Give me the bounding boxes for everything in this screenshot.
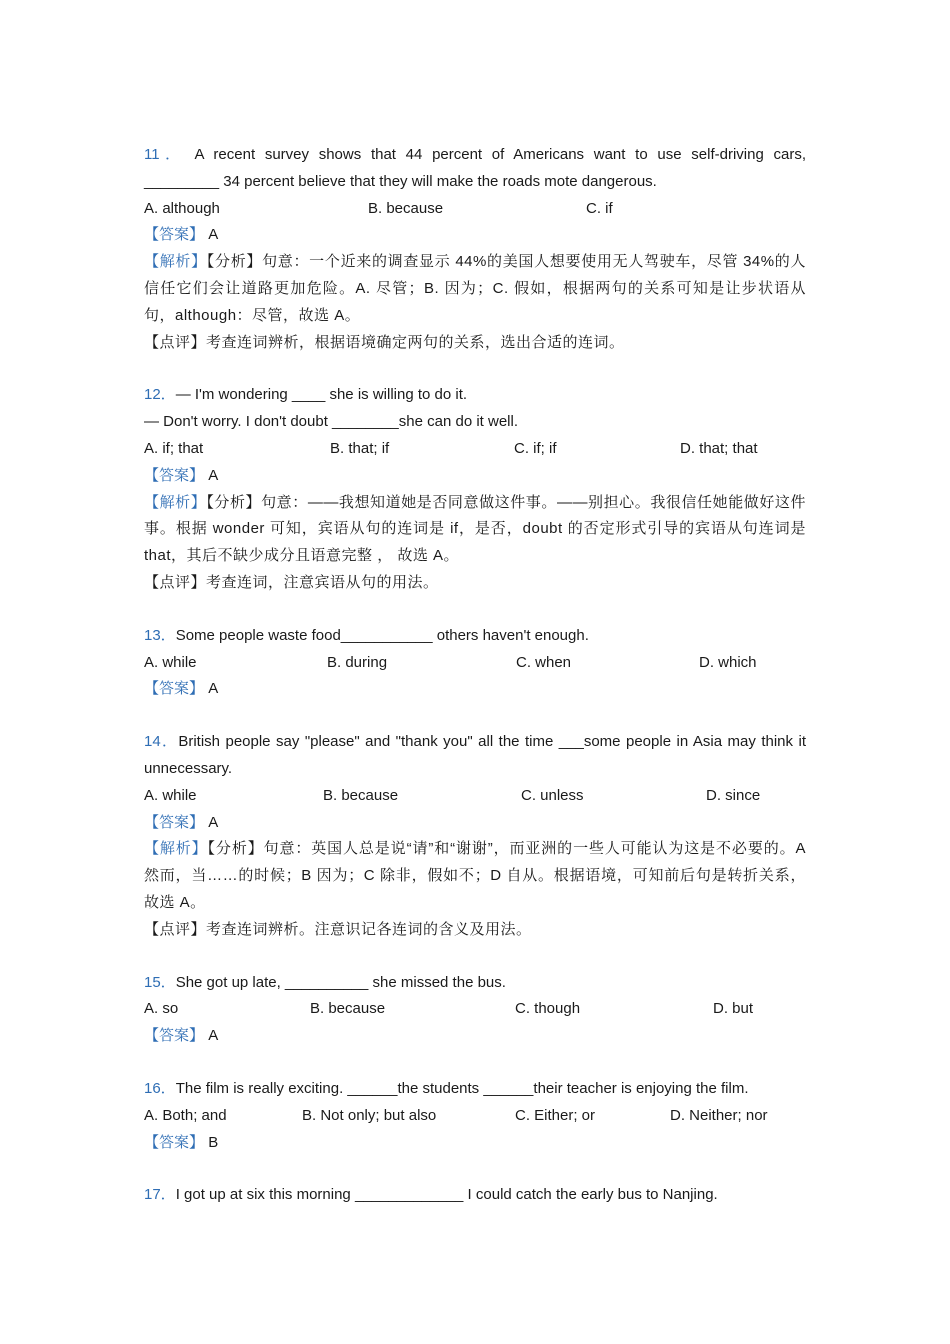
- answer-value: B: [208, 1133, 219, 1151]
- analysis-label: 【解析】: [144, 253, 207, 271]
- options-row: [144, 650, 806, 677]
- comment: 【点评】考查连词辨析。注意识记各连词的含义及用法。: [144, 920, 532, 938]
- analysis: 【解析】【分析】句意：——我想知道她是否同意做这件事。——别担心。我很信任她能做好这件事。根据 wonder 可知，宾语从句的连词是 if，是否，doubt 的否定形式引导的宾语从句连词是 that，其后不缺少成分且语意完整 ， 故选 A。: [144, 493, 806, 565]
- question-stem: 15．She got up late, __________ she missed the bus.: [144, 973, 506, 991]
- question-number: 16．: [144, 1079, 176, 1097]
- answer-value: A: [208, 813, 219, 831]
- question-stem-continued: — Don't worry. I don't doubt ________she can do it well.: [144, 413, 519, 431]
- question-16: [144, 1076, 806, 1156]
- answer-line: [144, 463, 806, 490]
- question-stem: 14．British people say "please" and "thank you" all the time ___some people in Asia may think it: [144, 733, 806, 751]
- option-d: D. which: [699, 653, 757, 671]
- option-b: B. during: [327, 653, 388, 671]
- answer-line: [144, 1130, 806, 1157]
- analysis: 【解析】【分析】句意：英国人总是说“请”和“谢谢”，而亚洲的一些人可能认为这是不必要的。A 然而，当……的时候；B 因为；C 除非，假如不；D 自从。根据语境，可知前后句是转折关系，故选 A。: [144, 840, 806, 911]
- answer-value: A: [208, 226, 219, 244]
- answer-label: 【答案】: [144, 813, 205, 831]
- analysis-label: 【解析】: [144, 840, 208, 858]
- answer-line: [144, 810, 806, 837]
- options-row: [144, 996, 806, 1023]
- question-17: [144, 1182, 806, 1209]
- question-stem: 11． A recent survey shows that 44 percent of Americans want to use self-driving cars,: [144, 146, 807, 163]
- option-d: D. that; that: [680, 439, 758, 457]
- question-14: [144, 729, 806, 943]
- question-stem-continued: _________ 34 percent believe that they will make the roads mote dangerous.: [144, 172, 657, 190]
- answer-value: A: [208, 466, 219, 484]
- option-b: B. because: [368, 199, 444, 217]
- question-number: 17．: [144, 1186, 176, 1204]
- option-a: A. while: [144, 653, 197, 671]
- option-a: A. so: [144, 1000, 179, 1018]
- question-number: 12．: [144, 386, 176, 404]
- answer-line: [144, 1023, 806, 1050]
- option-c: C. if; if: [514, 439, 557, 457]
- option-a: A. although: [144, 199, 220, 217]
- analysis-label: 【解析】: [144, 493, 207, 511]
- option-d: D. but: [713, 1000, 754, 1018]
- comment: 【点评】考查连词辨析，根据语境确定两句的关系，选出合适的连词。: [144, 333, 625, 351]
- question-stem: 16．The film is really exciting. ______the students ______their teacher is enjoying the film.: [144, 1079, 749, 1097]
- comment: 【点评】考查连词，注意宾语从句的用法。: [144, 573, 439, 591]
- answer-label: 【答案】: [144, 226, 205, 244]
- question-number: 11．: [144, 146, 186, 163]
- option-d: D. since: [706, 786, 761, 804]
- document-page: [144, 142, 806, 1235]
- answer-line: [144, 676, 806, 703]
- analysis: 【解析】【分析】句意：一个近来的调查显示 44%的美国人想要使用无人驾驶车，尽管 34%的人信任它们会让道路更加危险。A. 尽管；B. 因为；C. 假如，根据两句的关系可知是让步状语从句，although：尽管，故选 A。: [144, 253, 806, 324]
- question-15: [144, 970, 806, 1050]
- option-b: B. because: [310, 1000, 386, 1018]
- question-stem: 13．Some people waste food___________ others haven't enough.: [144, 626, 589, 644]
- question-stem: 17．I got up at six this morning _____________ I could catch the early bus to Nanjing.: [144, 1186, 718, 1204]
- question-stem-continued: unnecessary.: [144, 759, 233, 777]
- question-stem: 12．— I'm wondering ____ she is willing to do it.: [144, 386, 468, 404]
- answer-label: 【答案】: [144, 1027, 205, 1045]
- option-d: D. Neither; nor: [670, 1106, 768, 1124]
- option-c: C. unless: [521, 786, 584, 804]
- options-row: [144, 783, 806, 810]
- answer-value: A: [208, 680, 219, 698]
- question-13: [144, 623, 806, 703]
- option-c: C. Either; or: [515, 1106, 596, 1124]
- option-a: A. if; that: [144, 439, 204, 457]
- answer-value: A: [208, 1027, 219, 1045]
- answer-label: 【答案】: [144, 1133, 205, 1151]
- options-row: [144, 1103, 806, 1130]
- option-b: B. Not only; but also: [302, 1106, 437, 1124]
- option-a: A. while: [144, 786, 197, 804]
- answer-line: [144, 222, 806, 249]
- option-c: C. if: [586, 199, 613, 217]
- question-number: 15．: [144, 973, 176, 991]
- question-12: [144, 382, 806, 596]
- answer-label: 【答案】: [144, 680, 205, 698]
- option-b: B. that; if: [330, 439, 390, 457]
- option-a: A. Both; and: [144, 1106, 227, 1124]
- option-c: C. though: [515, 1000, 581, 1018]
- question-number: 13．: [144, 626, 176, 644]
- option-b: B. because: [323, 786, 399, 804]
- options-row: [144, 196, 806, 223]
- question-11: [144, 142, 806, 356]
- options-row: [144, 436, 806, 463]
- question-number: 14．: [144, 733, 179, 751]
- answer-label: 【答案】: [144, 466, 205, 484]
- option-c: C. when: [516, 653, 572, 671]
